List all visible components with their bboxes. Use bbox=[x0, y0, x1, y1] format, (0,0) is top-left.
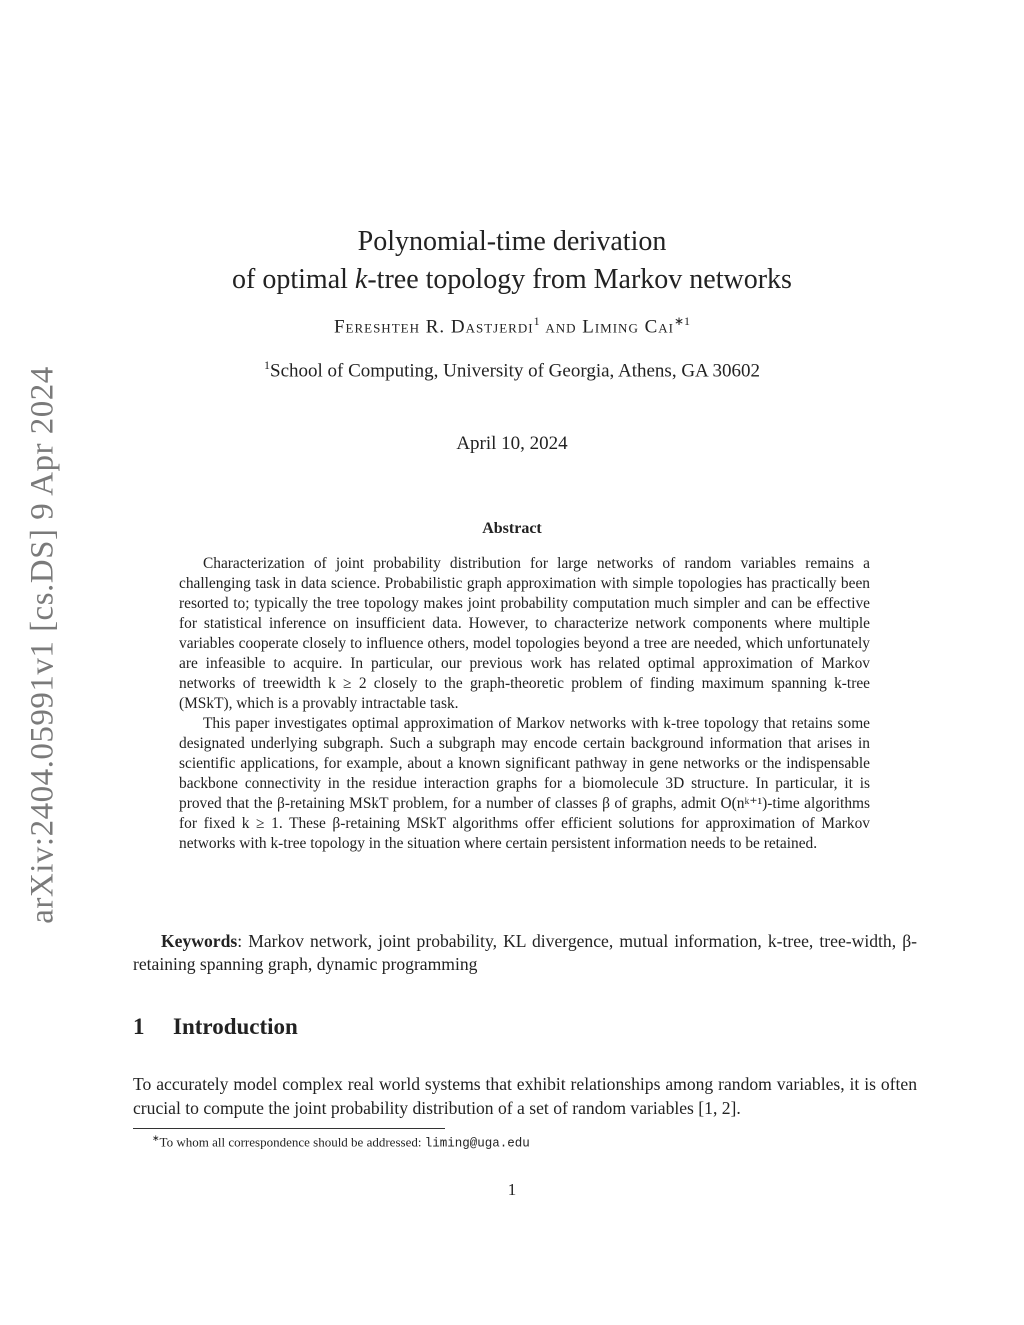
arxiv-identifier-stamp: arXiv:2404.05991v1 [cs.DS] 9 Apr 2024 bbox=[24, 366, 61, 924]
keywords-label: Keywords bbox=[161, 931, 238, 951]
footnote-divider bbox=[133, 1128, 445, 1129]
paper-date: April 10, 2024 bbox=[456, 433, 568, 454]
title-line-2-suffix: -tree topology from Markov networks bbox=[367, 264, 792, 295]
author-list bbox=[0, 314, 1024, 338]
section-title: Introduction bbox=[173, 1014, 298, 1039]
footnote-text: To whom all correspondence should be addressed: bbox=[159, 1134, 425, 1150]
keywords bbox=[133, 930, 917, 976]
title-line-2 bbox=[0, 261, 1024, 299]
abstract-heading: Abstract bbox=[482, 520, 542, 537]
title-line-2-prefix: of optimal bbox=[232, 264, 355, 295]
abstract-paragraph-1: Characterization of joint probability distribution for large networks of random variables remains a challenging task in data science. Probabilistic graph approximation with simple topologies has practically been resorted to; typically the tree topology makes joint probability computation much simpler and can be effective for statistical inference on insufficient data. However, to characterize network components where multiple variables cooperate closely to influence others, model topologies beyond a tree are needed, which unfortunately are infeasible to acquire. In particular, our previous work has related optimal approximation of Markov networks of treewidth k ≥ 2 closely to the graph-theoretic problem of finding maximum spanning k-tree (MSkT), which is a provably intractable task. bbox=[179, 555, 870, 712]
keywords-text: : Markov network, joint probability, KL divergence, mutual information, k-tree, tree-width, β-retaining spanning graph, dynamic programming bbox=[133, 931, 917, 974]
affiliation-text: School of Computing, University of Georgia, Athens, GA 30602 bbox=[270, 360, 760, 382]
title-variable-k: k bbox=[354, 264, 368, 295]
abstract-paragraph-2: This paper investigates optimal approximation of Markov networks with k-tree topology that retains some designated underlying subgraph. Such a subgraph may encode certain background information that arises in scientific applications, for example, about a known significant pathway in gene networks or the indispensable backbone connectivity in the residue interaction graphs for a biomolecule 3D structure. In particular, it is proved that the β-retaining MSkT problem, for a number of classes β of graphs, admit O(nᵏ⁺¹)-time algorithms for fixed k ≥ 1. These β-retaining MSkT algorithms offer efficient solutions for approximation of Markov networks with k-tree topology in the situation where certain persistent information needs to be retained. bbox=[179, 715, 870, 852]
title-line-1: Polynomial-time derivation bbox=[357, 226, 667, 257]
paper-title bbox=[0, 223, 1024, 299]
page-number: 1 bbox=[507, 1180, 517, 1199]
footnote-email: liming@uga.edu bbox=[424, 1136, 530, 1151]
introduction-paragraph: To accurately model complex real world systems that exhibit relationships among random variables, it is often crucial to compute the joint probability distribution of a set of random variables [1, 2]. bbox=[133, 1074, 917, 1118]
author-2-affiliation-mark: ∗1 bbox=[673, 314, 691, 328]
author-1-affiliation-mark: 1 bbox=[533, 314, 540, 328]
section-number: 1 bbox=[133, 1014, 145, 1039]
footnote bbox=[152, 1133, 530, 1150]
section-heading bbox=[133, 1014, 298, 1040]
affiliation-mark: 1 bbox=[264, 358, 271, 372]
author-conjunction: and bbox=[545, 316, 577, 338]
author-2: Liming Cai bbox=[582, 316, 674, 338]
footnote-mark: ∗ bbox=[152, 1133, 160, 1143]
abstract-body bbox=[179, 554, 870, 854]
author-1: Fereshteh R. Dastjerdi bbox=[333, 316, 534, 338]
affiliation bbox=[0, 358, 1024, 382]
